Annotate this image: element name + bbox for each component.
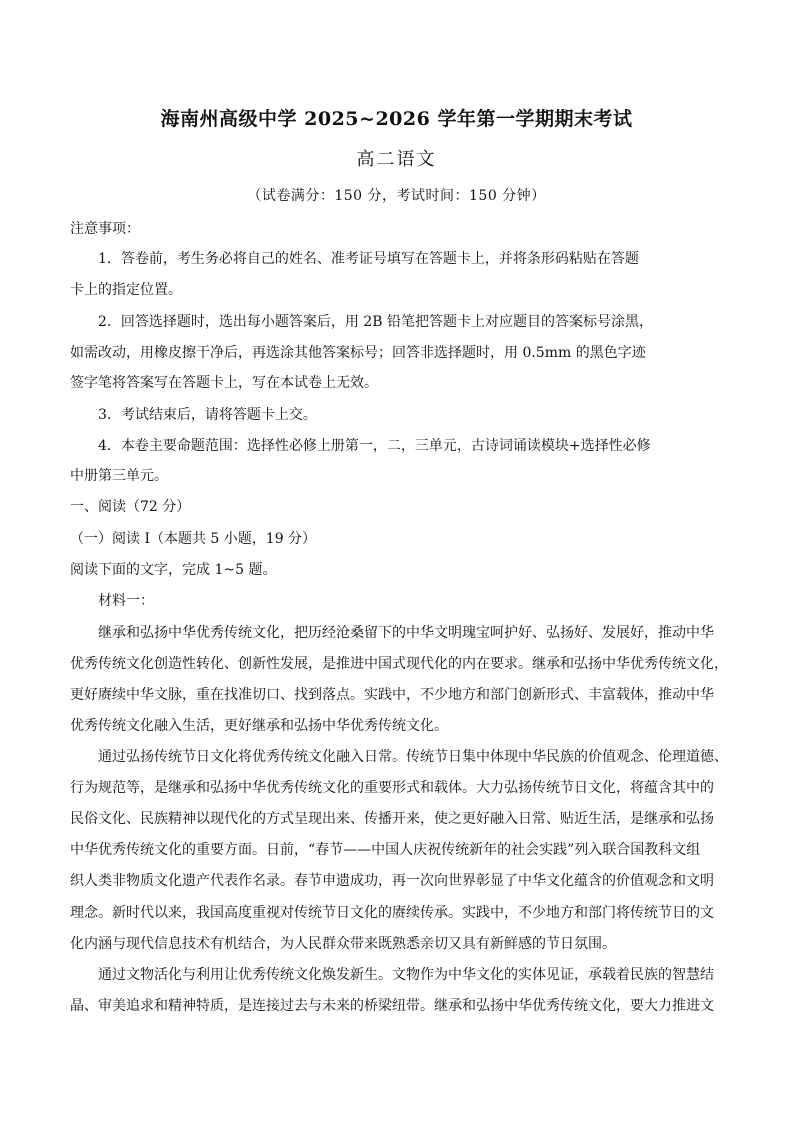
notice-heading: 注意事项：: [70, 221, 140, 237]
body-line: 理念。新时代以来，我国高度重视对传统节日文化的赓续传承。实践中，不少地方和部门将传统节日的文: [70, 905, 714, 921]
notice-line: 3．考试结束后，请将答题卡上交。: [98, 407, 317, 423]
notice-line: 2．回答选择题时，选出每小题答案后，用 2B 铅笔把答题卡上对应题目的答案标号涂黑，: [98, 314, 654, 330]
notice-line: 卡上的指定位置。: [70, 282, 182, 298]
body-line: 化内涵与现代信息技术有机结合，为人民群众带来既熟悉亲切又具有新鲜感的节日氛围。: [70, 936, 616, 952]
body-line: 通过文物活化与利用让优秀传统文化焕发新生。文物作为中华文化的实体见证，承载着民族的智慧结: [98, 967, 714, 983]
body-line: 民俗文化、民族精神以现代化的方式呈现出来、传播开来，使之更好融入日常、贴近生活，是继承和弘扬: [70, 811, 714, 827]
body-line: 晶、审美追求和精神特质，是连接过去与未来的桥梁纽带。继承和弘扬中华优秀传统文化，要大力推进文: [70, 998, 714, 1014]
body-line: 中华优秀传统文化的重要方面。日前，“春节——中国人庆祝传统新年的社会实践”列入联合国教科文组: [70, 842, 701, 858]
body-line: 优秀传统文化融入生活，更好继承和弘扬中华优秀传统文化。: [70, 718, 448, 734]
section-instruction: 阅读下面的文字，完成 1~5 题。: [70, 562, 277, 578]
section-heading: 一、阅读（72 分）: [70, 499, 191, 515]
body-line: 通过弘扬传统节日文化将优秀传统文化融入日常。传统节日集中体现中华民族的价值观念、伦理道德、: [98, 749, 728, 765]
notice-line: 4．本卷主要命题范围：选择性必修上册第一，二，三单元，古诗词诵读模块+选择性必修: [98, 438, 651, 454]
body-line: 行为规范等，是继承和弘扬中华优秀传统文化的重要形式和载体。大力弘扬传统节日文化，将蕴含其中的: [70, 780, 714, 796]
body-line: 更好赓续中华文脉，重在找准切口、找到落点。实践中，不少地方和部门创新形式、丰富载体，推动中华: [70, 687, 714, 703]
section-subheading: （一）阅读 I（本题共 5 小题，19 分）: [70, 531, 317, 547]
body-line: 优秀传统文化创造性转化、创新性发展，是推进中国式现代化的内在要求。继承和弘扬中华优秀传统文化，: [70, 656, 728, 672]
notice-line: 中册第三单元。: [70, 468, 168, 484]
notice-line: 1．答卷前，考生务必将自己的姓名、准考证号填写在答题卡上，并将条形码粘贴在答题: [98, 251, 639, 267]
exam-title: 海南州高级中学 2025~2026 学年第一学期期末考试: [160, 108, 633, 130]
body-line: 继承和弘扬中华优秀传统文化，把历经沧桑留下的中华文明瑰宝呵护好、弘扬好、发展好，推动中华: [98, 625, 714, 641]
notice-line: 签字笔将答案写在答题卡上，写在本试卷上无效。: [70, 375, 378, 391]
subject-title: 高二语文: [356, 149, 437, 170]
material-label: 材料一：: [98, 593, 154, 609]
body-line: 织人类非物质文化遗产代表作名录。春节申遗成功，再一次向世界彰显了中华文化蕴含的价值观念和文明: [70, 873, 714, 889]
exam-meta: （试卷满分：150 分，考试时间：150 分钟）: [247, 188, 546, 204]
notice-line: 如需改动，用橡皮擦干净后，再选涂其他答案标号；回答非选择题时，用 0.5mm 的黑色字迹: [70, 345, 646, 361]
